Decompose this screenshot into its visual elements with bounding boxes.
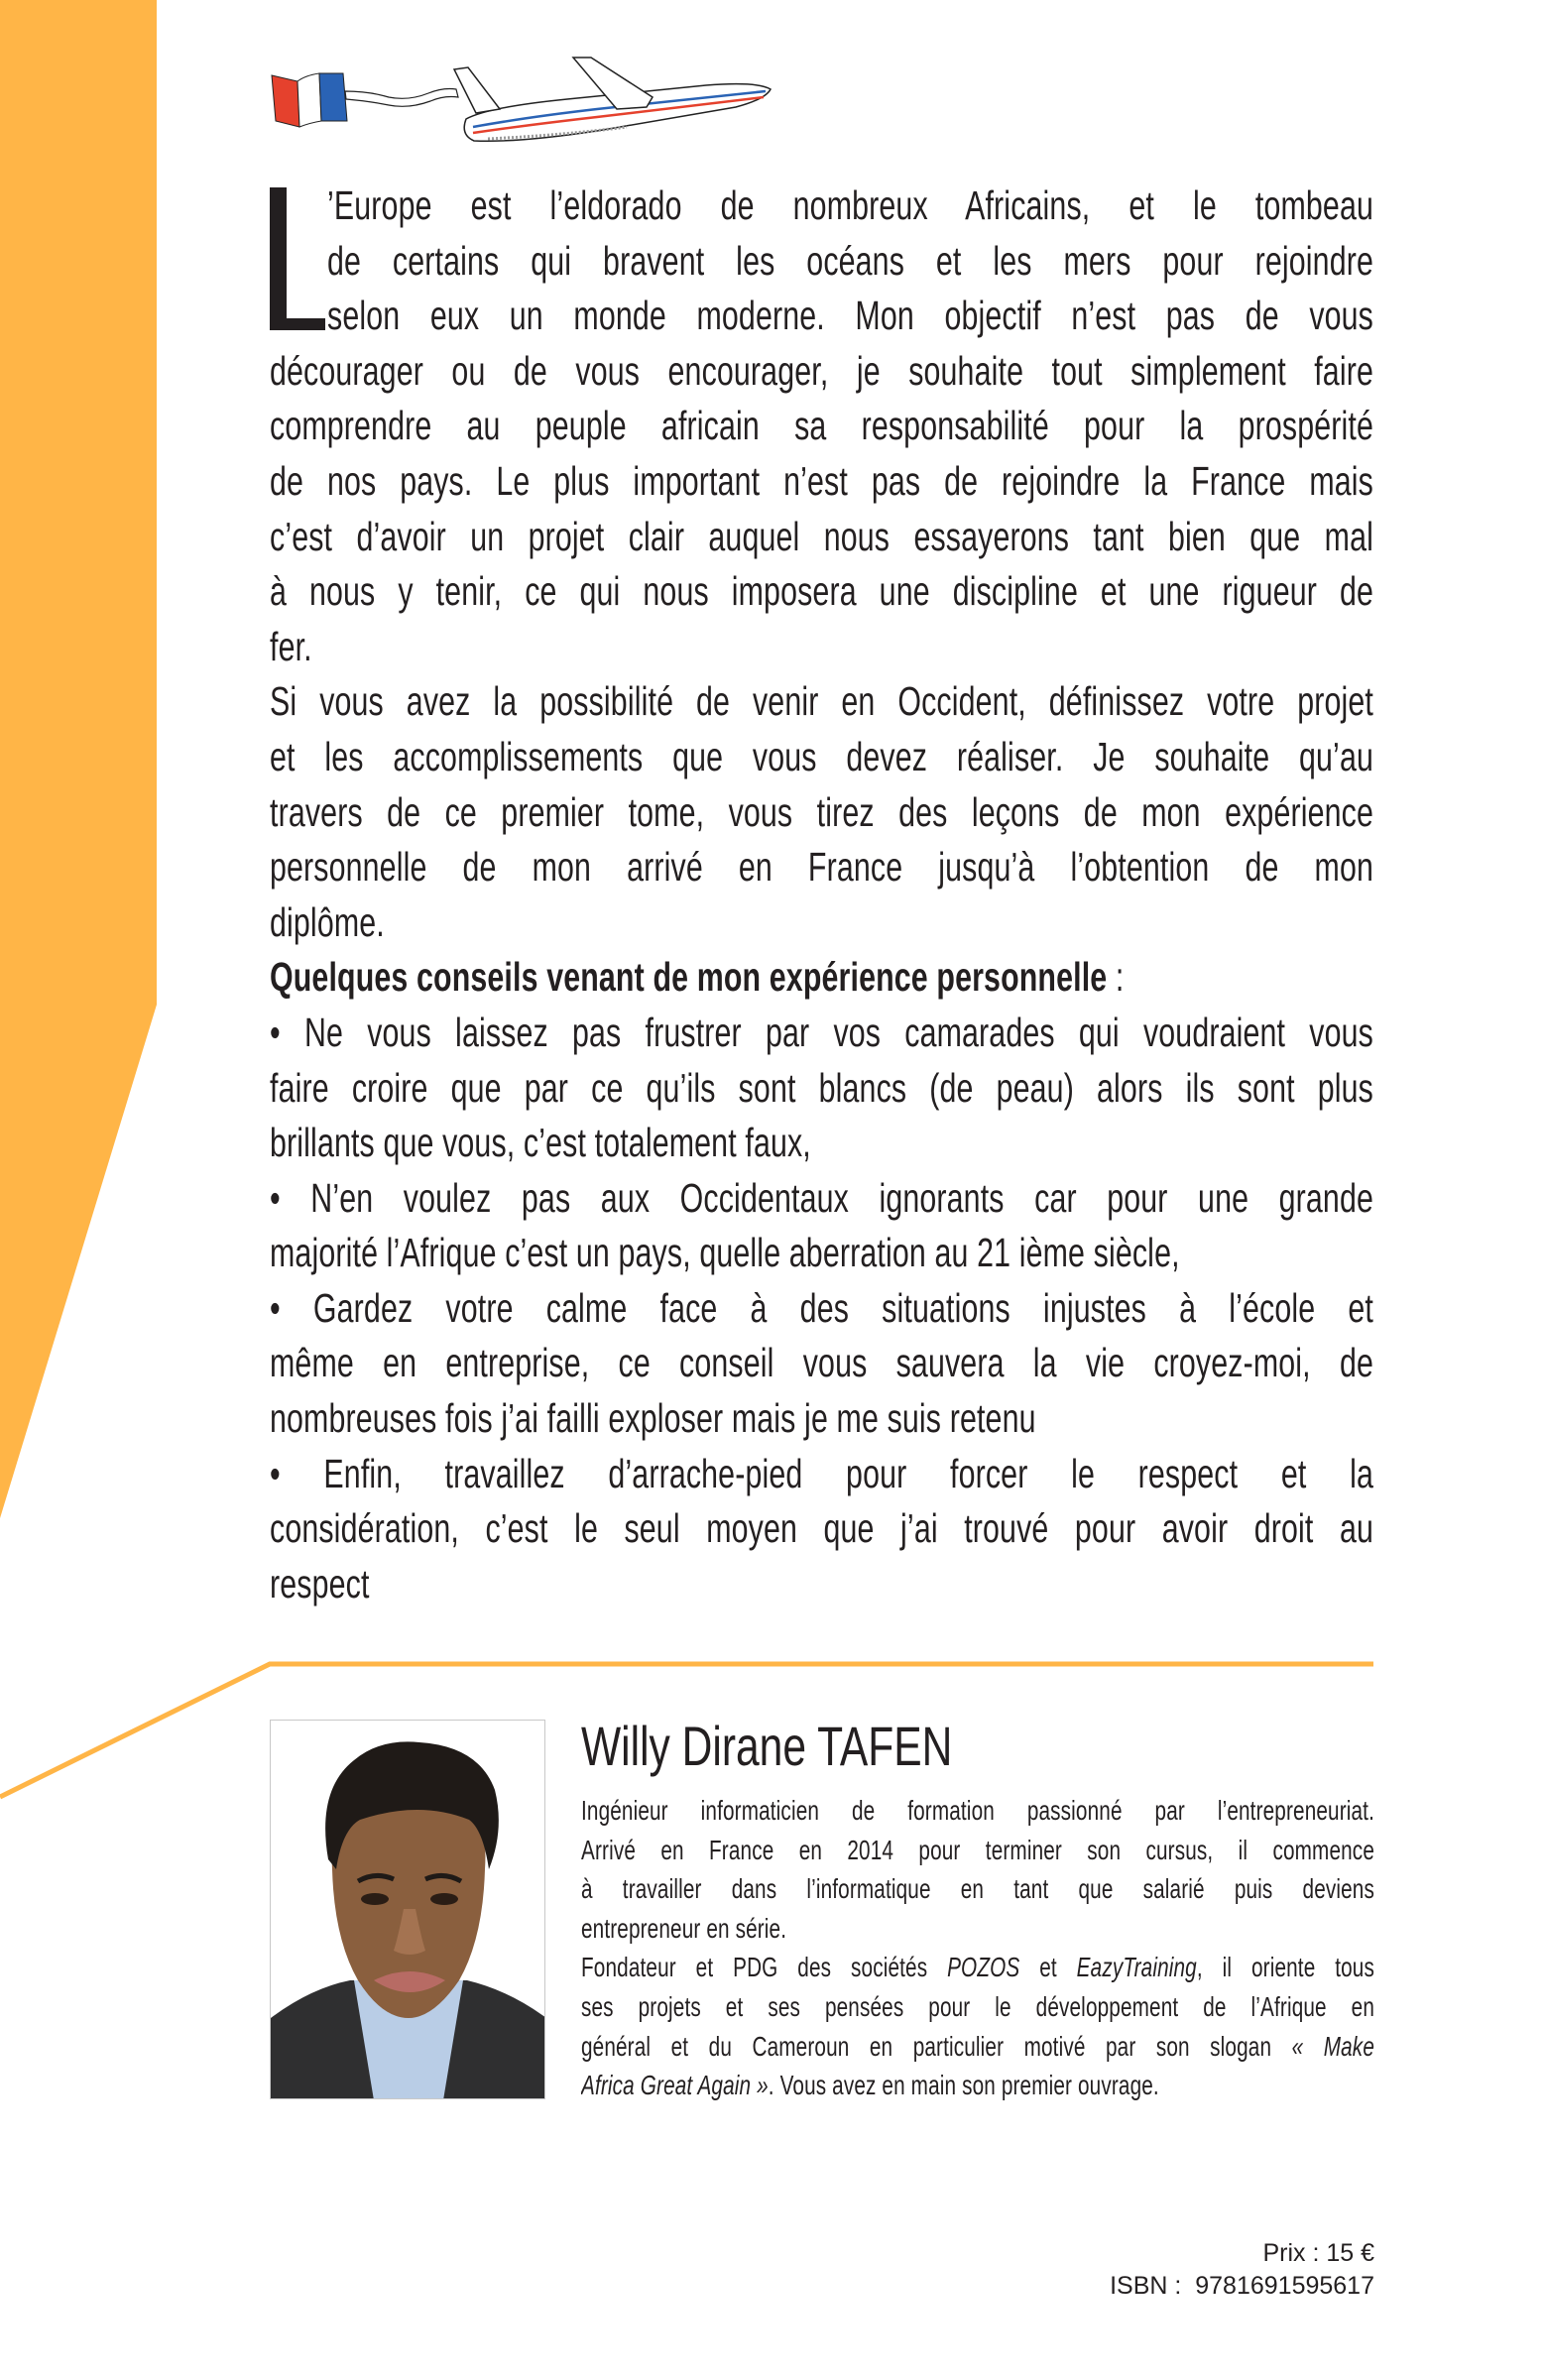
bio-line: entrepreneur en série. xyxy=(581,1912,787,1944)
company-name-pozos: POZOS xyxy=(947,1952,1020,1983)
text-line: fer. xyxy=(270,623,312,669)
advice-heading-text: Quelques conseils venant de mon expérience personnelle xyxy=(270,954,1108,1001)
company-name-eazytraining: EazyTraining xyxy=(1076,1952,1197,1983)
price-label: Prix : 15 € xyxy=(1262,2239,1374,2267)
slogan-start: « Make xyxy=(1291,2030,1374,2062)
bio-line: ses projets et ses pensées pour le développement de l’Afrique en xyxy=(581,1990,1374,2022)
advice-item xyxy=(270,1281,1373,1447)
text-line: brillants que vous, c’est totalement faux, xyxy=(270,1120,811,1166)
text-line: • Enfin, travaillez d’arrache-pied pour forcer le respect et la xyxy=(270,1450,1373,1496)
text-line: de nos pays. Le plus important n’est pas de rejoindre la France mais xyxy=(270,457,1373,504)
text-line: • Gardez votre calme face à des situations injustes à l’école et xyxy=(270,1284,1373,1331)
text-line: de certains qui bravent les océans et les mers pour rejoindre xyxy=(327,237,1373,284)
advice-heading xyxy=(270,950,1373,1006)
airplane-body xyxy=(454,58,771,141)
text-line: même en entreprise, ce conseil vous sauvera la vie croyez-moi, de xyxy=(270,1340,1373,1386)
text-line: • N’en voulez pas aux Occidentaux ignorants car pour une grande xyxy=(270,1174,1373,1221)
bullet-icon: • xyxy=(270,1450,281,1496)
author-bio xyxy=(581,1791,1374,2105)
text-line: Si vous avez la possibilité de venir en Occident, définissez votre projet xyxy=(270,678,1373,725)
text-line: et les accomplissements que vous devez réaliser. Je souhaite qu’au xyxy=(270,733,1373,779)
author-name: Willy Dirane TAFEN xyxy=(581,1715,953,1777)
advice-heading-colon: : xyxy=(1107,954,1125,1001)
text-line: comprendre au peuple africain sa responsabilité pour la prospérité xyxy=(270,403,1373,449)
text-line: travers de ce premier tome, vous tirez des leçons de mon expérience xyxy=(270,788,1373,835)
banner-ribbon xyxy=(345,89,458,107)
text-line: majorité l’Afrique c’est un pays, quelle aberration au 21 ième siècle, xyxy=(270,1230,1180,1276)
text-line: • Ne vous laissez pas frustrer par vos camarades qui voudraient vous xyxy=(270,1009,1373,1055)
bullet-icon: • xyxy=(270,1009,281,1055)
bullet-icon: • xyxy=(270,1174,281,1221)
text-line: personnelle de mon arrivé en France jusqu’à l’obtention de mon xyxy=(270,844,1373,891)
advice-item xyxy=(270,1447,1373,1612)
author-portrait-illustration xyxy=(271,1721,545,2099)
isbn-label: ISBN : 9781691595617 xyxy=(1110,2272,1374,2300)
bio-line: Arrivé en France en 2014 pour terminer son cursus, il commence xyxy=(581,1834,1374,1865)
bio-line: Africa Great Again ». Vous avez en main son premier ouvrage. xyxy=(581,2070,1159,2101)
author-portrait xyxy=(270,1720,545,2099)
bullet-icon: • xyxy=(270,1284,281,1331)
slogan-end: Africa Great Again » xyxy=(581,2070,769,2101)
orange-band-shape xyxy=(0,0,157,1518)
text-line: respect xyxy=(270,1560,370,1606)
french-flag-icon xyxy=(272,73,347,127)
text-line: selon eux un monde moderne. Mon objectif n’est pas de vous xyxy=(327,293,1373,339)
advice-item xyxy=(270,1171,1373,1281)
advice-item xyxy=(270,1006,1373,1171)
text-line: diplôme. xyxy=(270,898,385,945)
bio-line: général et du Cameroun en particulier motivé par son slogan « Make xyxy=(581,2030,1374,2062)
back-cover-body xyxy=(270,178,1373,1611)
text-line: c’est d’avoir un projet clair auquel nous essayerons tant bien que mal xyxy=(270,513,1373,559)
bio-line: Fondateur et PDG des sociétés POZOS et EazyTraining, il oriente tous xyxy=(581,1952,1374,1983)
intro-paragraph xyxy=(270,178,1373,674)
price-block xyxy=(1110,2237,1374,2303)
second-paragraph xyxy=(270,674,1373,950)
text-line: ’Europe est l’eldorado de nombreux Africains, et le tombeau xyxy=(327,182,1373,228)
text-line: nombreuses fois j’ai failli exploser mais je me suis retenu xyxy=(270,1395,1036,1442)
text-line: à nous y tenir, ce qui nous imposera une discipline et une rigueur de xyxy=(270,568,1373,615)
text-line: décourager ou de vous encourager, je souhaite tout simplement faire xyxy=(270,347,1373,394)
bio-line: Ingénieur informaticien de formation passionné par l’entrepreneuriat. xyxy=(581,1795,1374,1826)
text-line: considération, c’est le seul moyen que j’ai trouvé pour avoir droit au xyxy=(270,1505,1373,1552)
airplane-with-french-flag-banner-icon xyxy=(270,56,775,145)
text-line: faire croire que par ce qu’ils sont blancs (de peau) alors ils sont plus xyxy=(270,1064,1373,1111)
bio-line: à travailler dans l’informatique en tant que salarié puis deviens xyxy=(581,1873,1374,1905)
